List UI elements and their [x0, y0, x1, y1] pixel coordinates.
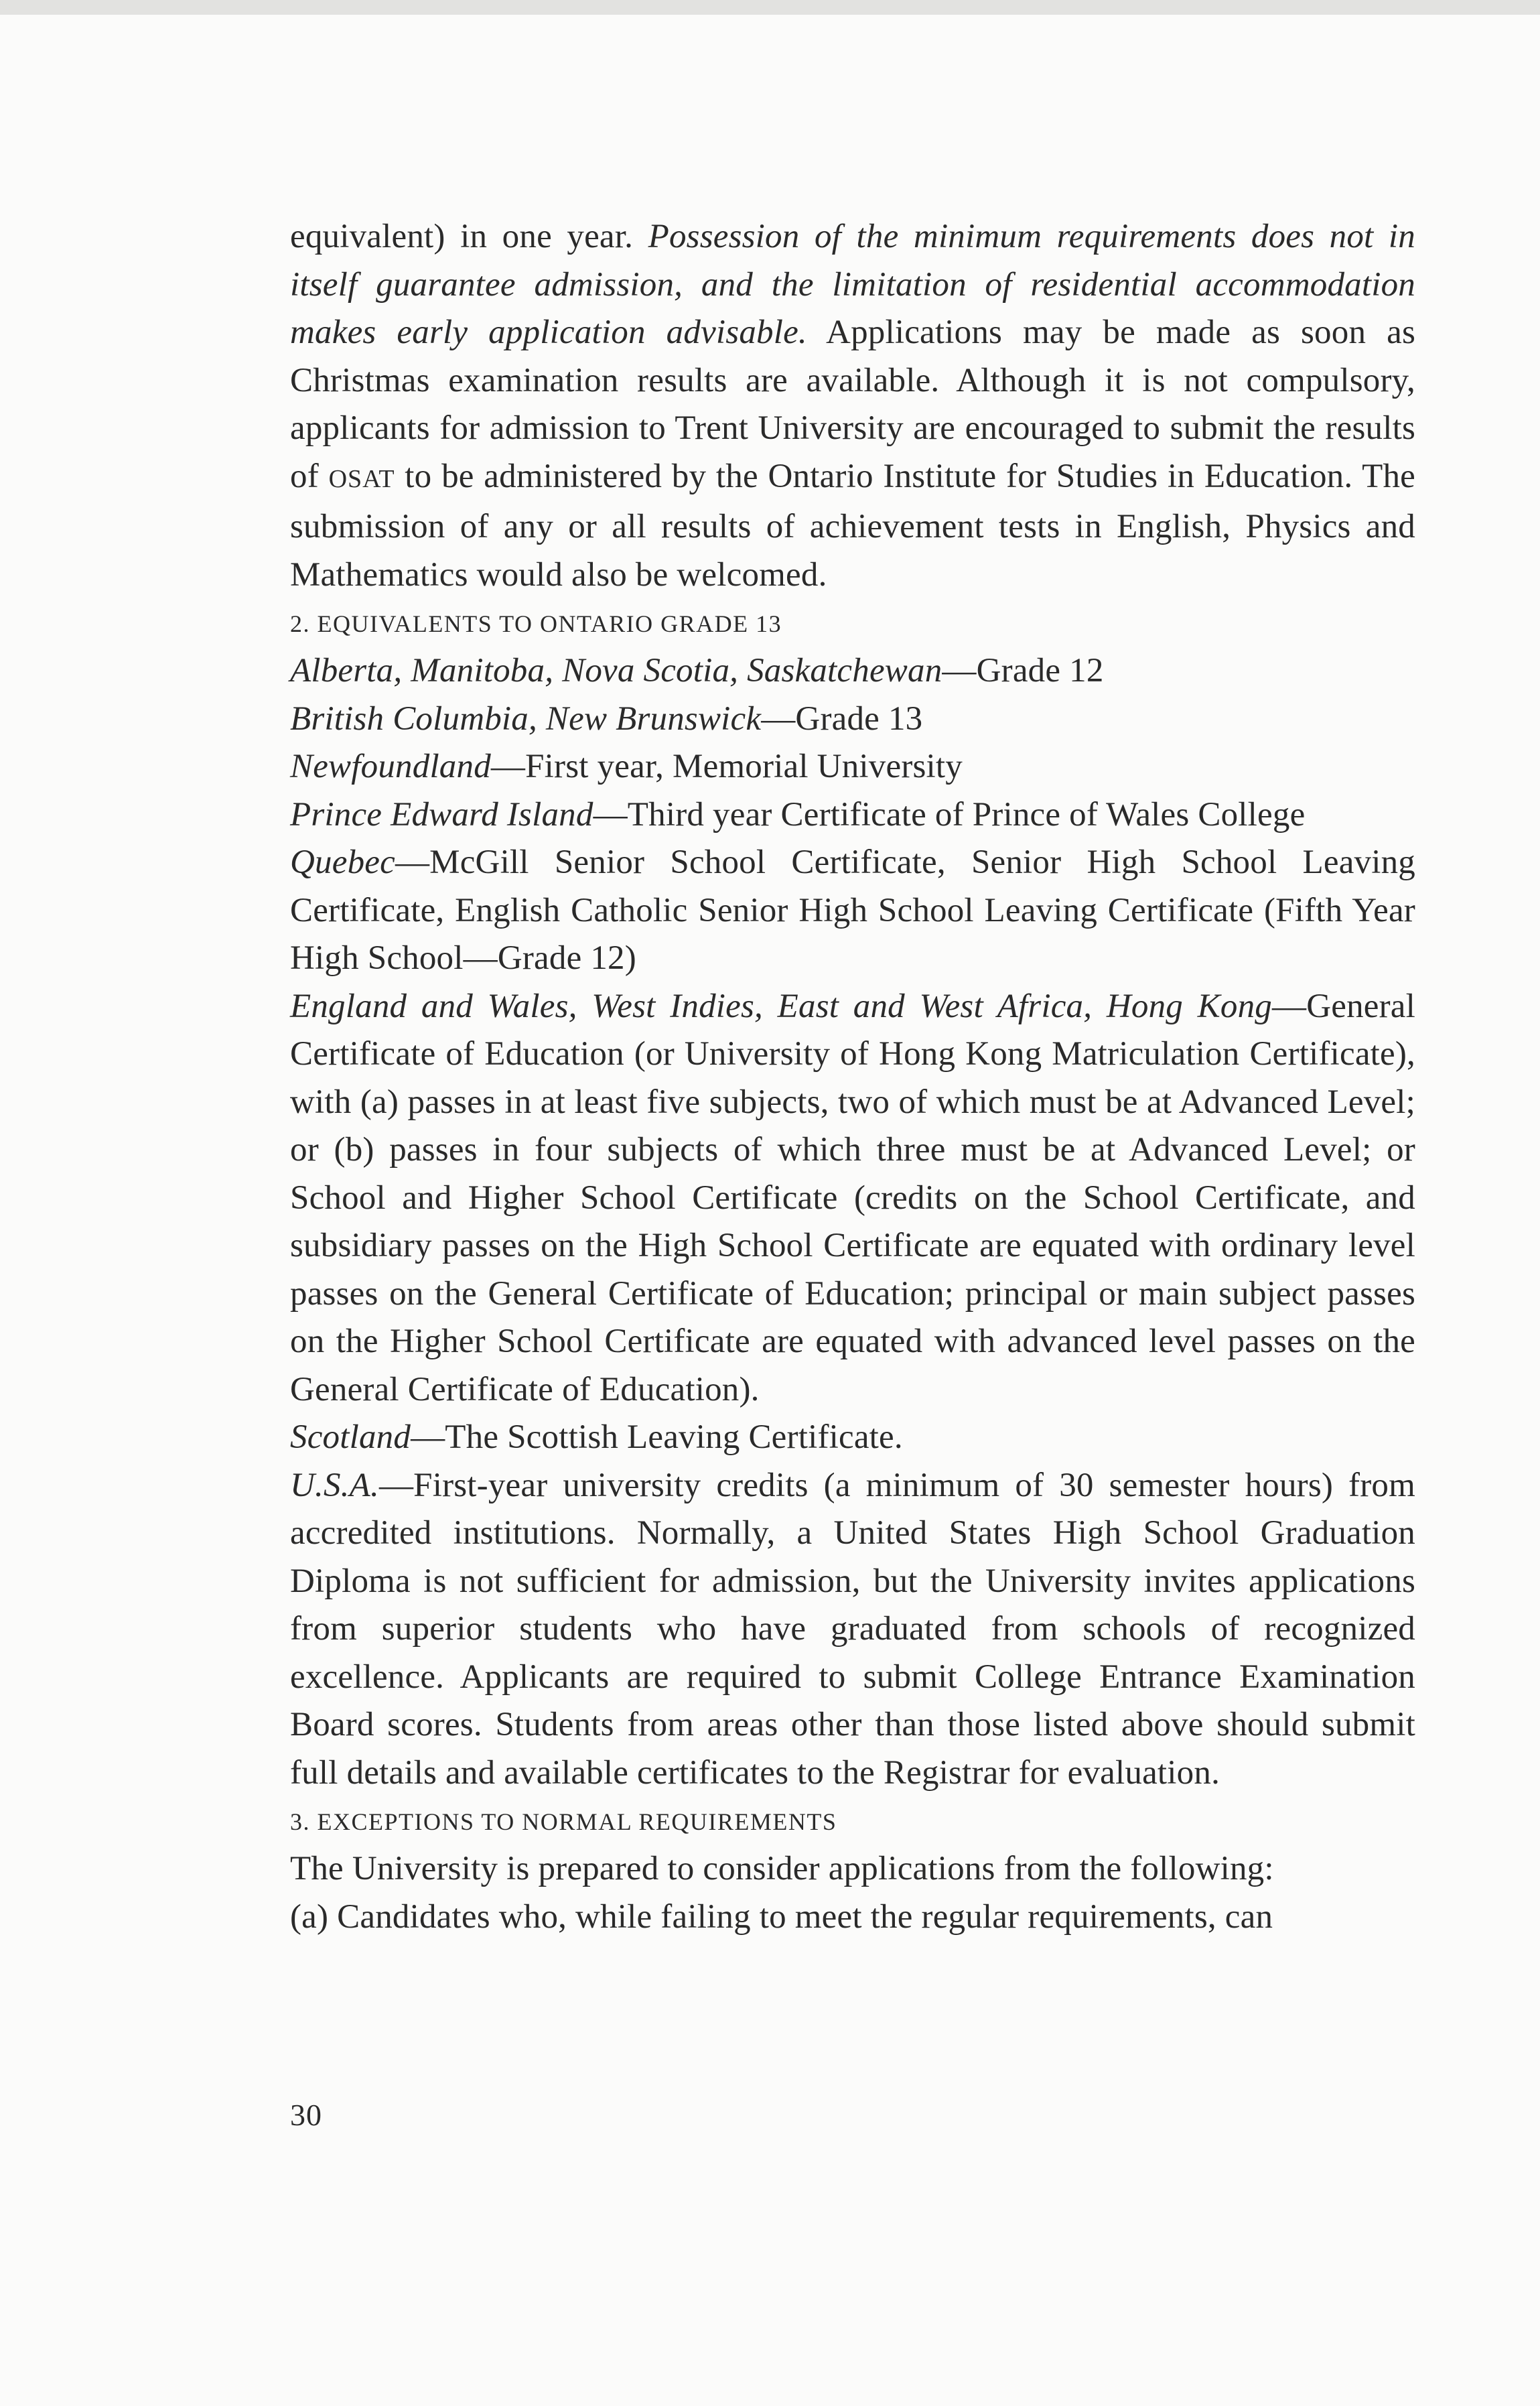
intro-lead: equivalent) in one year. — [290, 218, 648, 255]
equivalent-entry — [290, 743, 1415, 791]
equivalent-entry — [290, 695, 1415, 744]
entry-text: —General Certificate of Education (or University of Hong Kong Matriculation Certificate), with (a) passes in at least five subjects, two of which must be at Advanced Level; or (b) passes in four subjects of which three must be at Advanced Level; or School and Higher School Certificate (credits on the School Certificate, and subsidiary passes on the High School Certificate are equated with ordinary level passes on the General Certificate of Education; principal or main subject passes on the Higher School Certificate are equated with advanced level passes on the General Certificate of Education). — [290, 987, 1415, 1408]
equivalent-entry — [290, 1414, 1415, 1462]
entry-place: British Columbia, New Brunswick — [290, 699, 762, 738]
intro-rest-b: to be administered by the Ontario Institute for Studies in Education. The submission of any or all results of achievement tests in English, Physics and Mathematics would also be welcomed. — [290, 457, 1415, 594]
entry-place: U.S.A. — [290, 1466, 379, 1504]
body-text — [290, 213, 1415, 1941]
equivalent-entry — [290, 983, 1415, 1414]
equivalent-entry — [290, 791, 1415, 840]
page-number: 30 — [290, 2098, 322, 2132]
entry-place: England and Wales, West Indies, East and West Africa, Hong Kong — [290, 987, 1272, 1025]
equivalent-entry — [290, 1462, 1415, 1798]
intro-italic: Possession of the minimum requirements does not in itself guarantee admission, and the limitation of residential accommodation makes early application advisable. — [290, 218, 1415, 351]
section-3-heading: 3. EXCEPTIONS TO NORMAL REQUIREMENTS — [290, 1808, 837, 1835]
entry-text: —First-year university credits (a minimum of 30 semester hours) from accredited institutions. Normally, a United States High School Graduation Diploma is not sufficient for admission, but the University invites applications from superior students who have graduated from schools of recognized excellence. Applicants are required to submit College Entrance Examination Board scores. Students from areas other than those listed above should submit full details and available certificates to the Registrar for evaluation. — [290, 1466, 1415, 1792]
intro-rest-a: Applications may be made as soon as Christmas examination results are available. Although it is not compulsory, applicants for admission to Trent University are encouraged to submit the results of — [290, 314, 1416, 495]
entry-place: Quebec — [290, 844, 395, 881]
entry-text: —The Scottish Leaving Certificate. — [411, 1418, 903, 1456]
section-3-intro: The University is prepared to consider applications from the following: — [290, 1850, 1274, 1887]
equivalent-entry — [290, 839, 1415, 983]
entry-text: —Grade 12 — [942, 652, 1104, 689]
section-3-item-a: (a) Candidates who, while failing to meet the regular requirements, can — [290, 1897, 1273, 1936]
equivalent-entry — [290, 647, 1415, 695]
entry-place: Prince Edward Island — [290, 795, 593, 833]
scan-edge-strip — [0, 0, 1540, 15]
entry-text: —First year, Memorial University — [490, 748, 963, 785]
entry-text: —Third year Certificate of Prince of Wales College — [593, 795, 1306, 833]
intro-paragraph — [290, 213, 1415, 599]
entry-place: Scotland — [290, 1418, 411, 1456]
entry-text: —Grade 13 — [761, 699, 923, 738]
entry-text: —McGill Senior School Certificate, Senior High School Leaving Certificate, English Catholic Senior High School Leaving Certificate (Fifth Year High School—Grade 12) — [290, 844, 1415, 977]
entry-place: Alberta, Manitoba, Nova Scotia, Saskatchewan — [290, 652, 942, 689]
section-2-heading: 2. EQUIVALENTS TO ONTARIO GRADE 13 — [290, 610, 782, 637]
entry-place: Newfoundland — [290, 748, 491, 785]
osat-abbrev: OSAT — [328, 464, 395, 493]
